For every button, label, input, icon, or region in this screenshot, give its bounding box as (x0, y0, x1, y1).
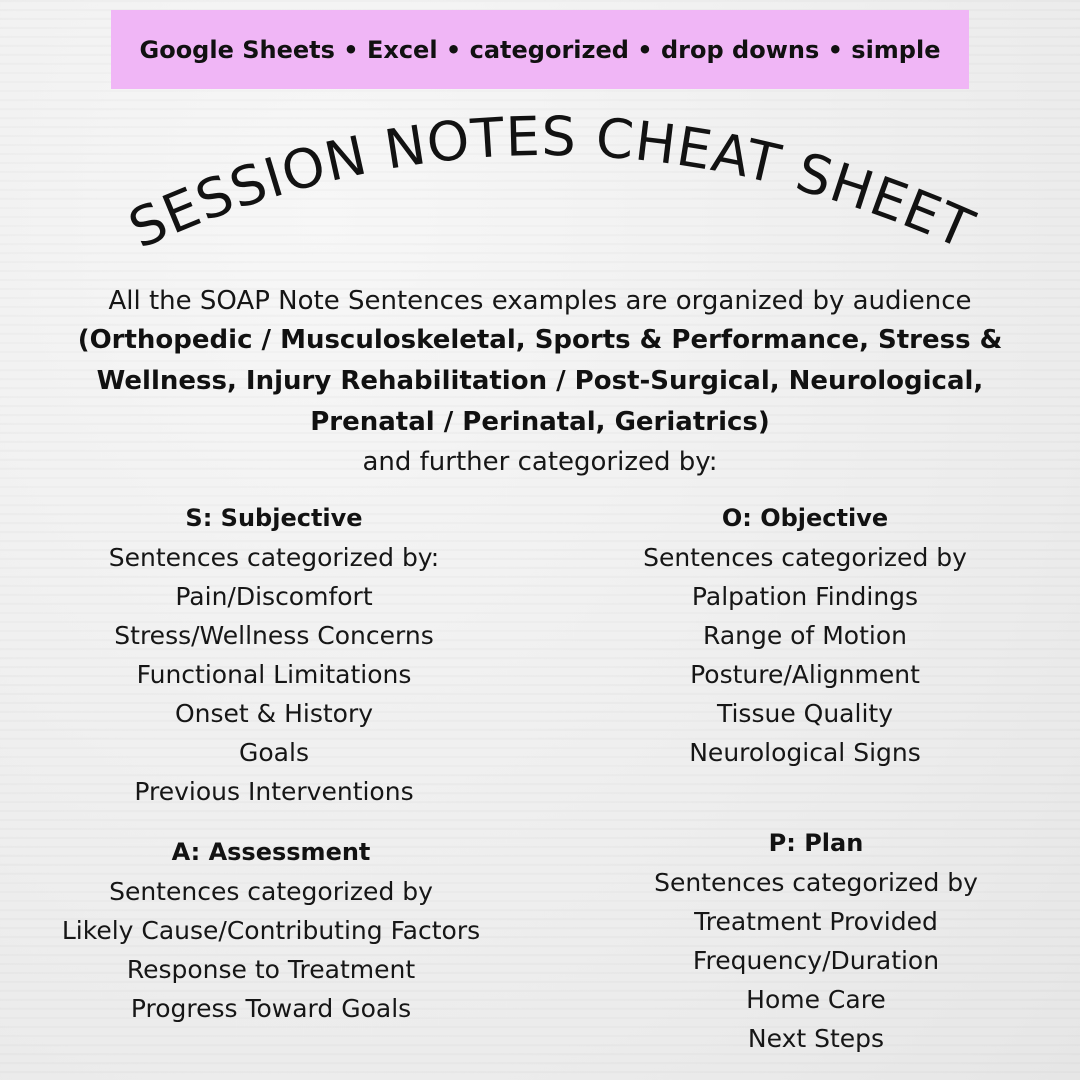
intro-line: All the SOAP Note Sentences examples are organized by audience (108, 286, 972, 316)
category-item: Stress/Wellness Concerns (114, 621, 434, 650)
page-title (120, 105, 983, 262)
section-intro: Sentences categorized by (109, 877, 433, 906)
section-title: P: Plan (768, 829, 864, 857)
category-item: Palpation Findings (691, 582, 919, 611)
intro-continuation: and further categorized by: (362, 447, 718, 477)
subjective-section (0, 502, 548, 811)
audience-list: (Orthopedic / Musculoskeletal, Sports & Performance, Stress & Wellness, Injury Rehabilitation / Post-Surgical, Neurological, Prenatal / Perinatal, Geriatrics) (77, 325, 1003, 437)
section-title: A: Assessment (171, 838, 371, 866)
category-item: Treatment Provided (694, 907, 938, 936)
category-item: Posture/Alignment (690, 660, 920, 689)
category-item: Range of Motion (703, 621, 907, 650)
plan-section (550, 827, 1080, 1058)
section-title: O: Objective (721, 504, 889, 532)
category-item: Progress Toward Goals (130, 994, 412, 1023)
section-intro: Sentences categorized by: (108, 543, 440, 572)
category-item: Likely Cause/Contributing Factors (61, 916, 481, 945)
category-item: Next Steps (747, 1024, 885, 1053)
category-item: Home Care (746, 985, 886, 1014)
section-intro: Sentences categorized by (654, 868, 978, 897)
category-item: Functional Limitations (136, 660, 412, 689)
category-item: Pain/Discomfort (175, 582, 373, 611)
section-intro: Sentences categorized by (643, 543, 967, 572)
category-item: Neurological Signs (689, 738, 921, 767)
arched-title (0, 0, 1080, 300)
category-item: Response to Treatment (126, 955, 416, 984)
intro-block (0, 282, 1080, 481)
banner-text: Google Sheets • Excel • categorized • drop downs • simple (139, 35, 941, 64)
section-title: S: Subjective (185, 504, 363, 532)
category-item: Previous Interventions (134, 777, 414, 806)
category-item: Tissue Quality (716, 699, 893, 728)
category-item: Frequency/Duration (692, 946, 940, 975)
assessment-section (0, 836, 542, 1028)
category-item: Goals (239, 738, 309, 767)
category-item: Onset & History (174, 699, 374, 728)
page-title-text: SESSION NOTES CHEAT SHEET (119, 104, 984, 262)
objective-section (540, 502, 1070, 772)
